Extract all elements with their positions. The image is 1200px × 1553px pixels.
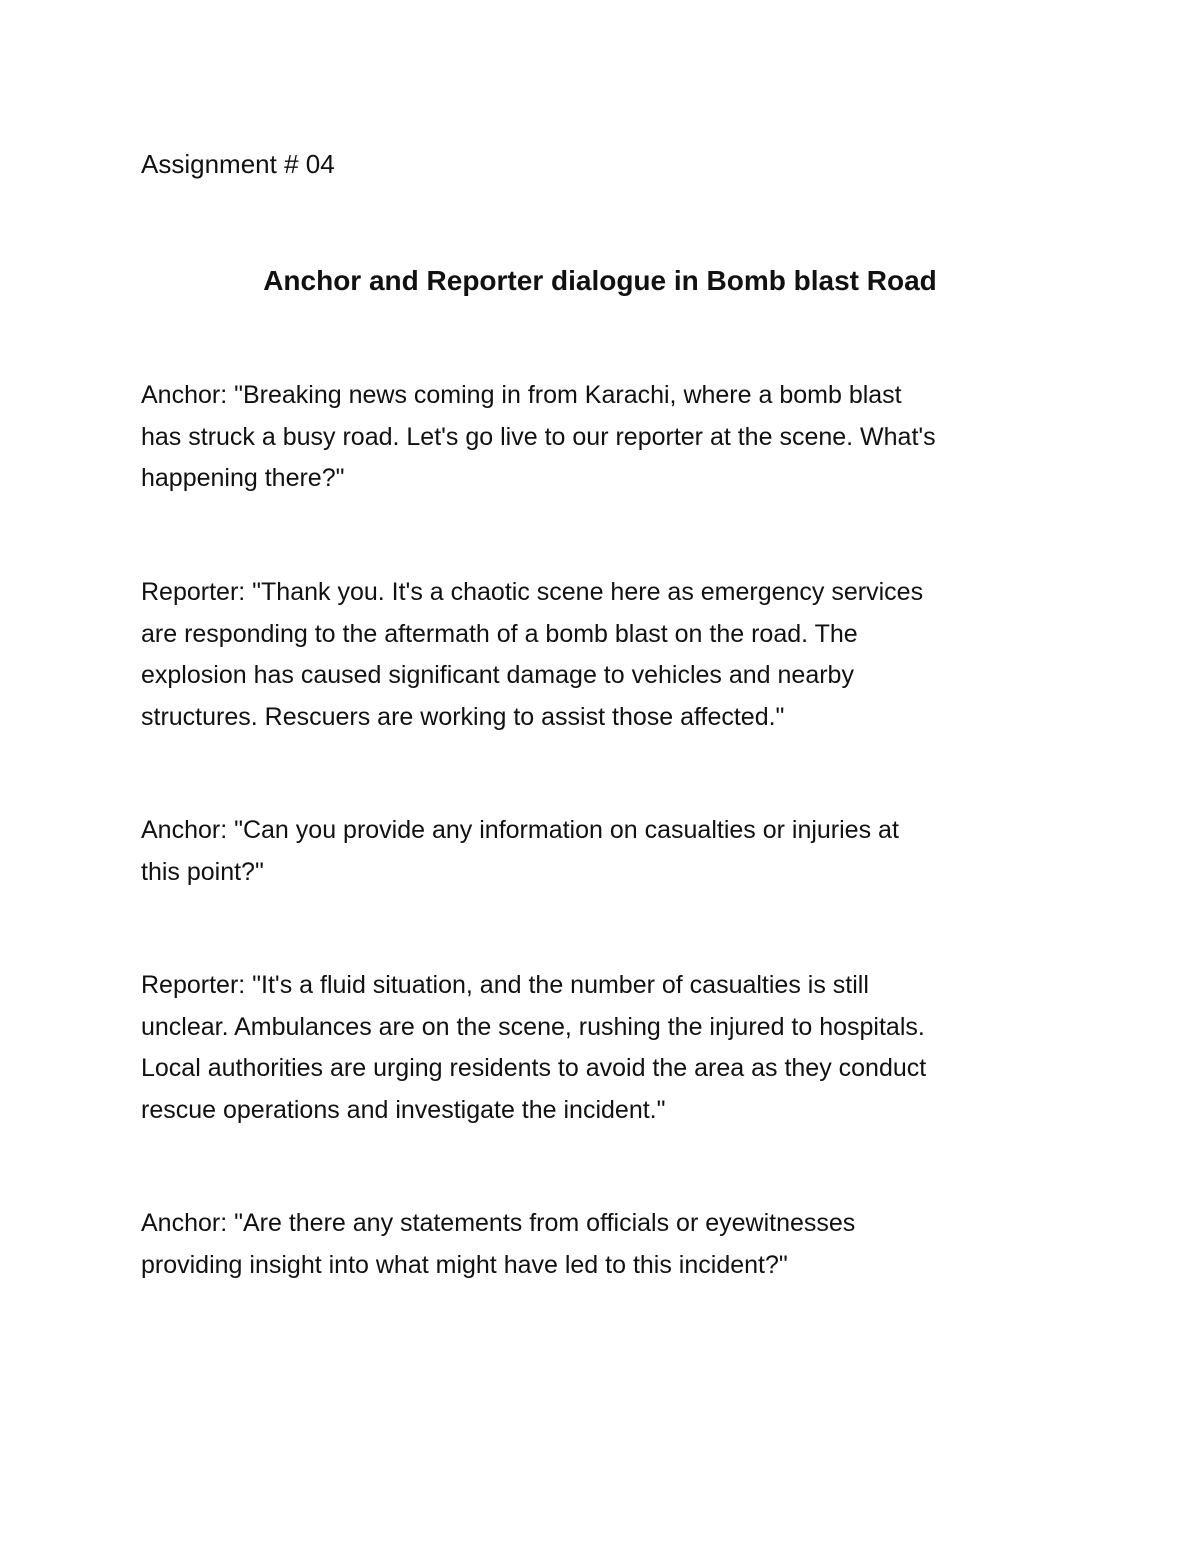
document-title: Anchor and Reporter dialogue in Bomb blast Road <box>263 265 937 296</box>
dialogue-paragraph-anchor-3 <box>141 1203 1076 1286</box>
dialogue-paragraph-anchor-1 <box>141 375 1076 500</box>
paragraph-line: providing insight into what might have led to this incident?" <box>141 1250 788 1279</box>
dialogue-paragraph-anchor-2 <box>141 810 1076 893</box>
paragraph-line: explosion has caused significant damage to vehicles and nearby <box>141 661 854 689</box>
paragraph-line: Anchor: "Are there any statements from officials or eyewitnesses <box>141 1209 856 1237</box>
assignment-number: Assignment # 04 <box>141 149 335 179</box>
paragraph-line: Reporter: "It's a fluid situation, and the number of casualties is still <box>141 971 869 999</box>
paragraph-line: are responding to the aftermath of a bomb blast on the road. The <box>141 619 858 648</box>
paragraph-line: Anchor: "Breaking news coming in from Karachi, where a bomb blast <box>141 381 902 409</box>
paragraph-line: this point?" <box>141 857 264 886</box>
paragraph-line: Reporter: "Thank you. It's a chaotic scene here as emergency services <box>141 578 924 606</box>
paragraph-line: has struck a busy road. Let's go live to our reporter at the scene. What's <box>141 422 936 451</box>
dialogue-paragraph-reporter-1 <box>141 572 1076 738</box>
paragraph-line: rescue operations and investigate the incident." <box>141 1095 666 1124</box>
paragraph-line: unclear. Ambulances are on the scene, rushing the injured to hospitals. <box>141 1012 925 1041</box>
paragraph-line: happening there?" <box>141 464 345 492</box>
dialogue-paragraph-reporter-2 <box>141 965 1076 1131</box>
paragraph-line: Anchor: "Can you provide any information on casualties or injuries at <box>141 816 899 844</box>
paragraph-line: structures. Rescuers are working to assist those affected." <box>141 702 785 731</box>
paragraph-line: Local authorities are urging residents to avoid the area as they conduct <box>141 1054 927 1082</box>
